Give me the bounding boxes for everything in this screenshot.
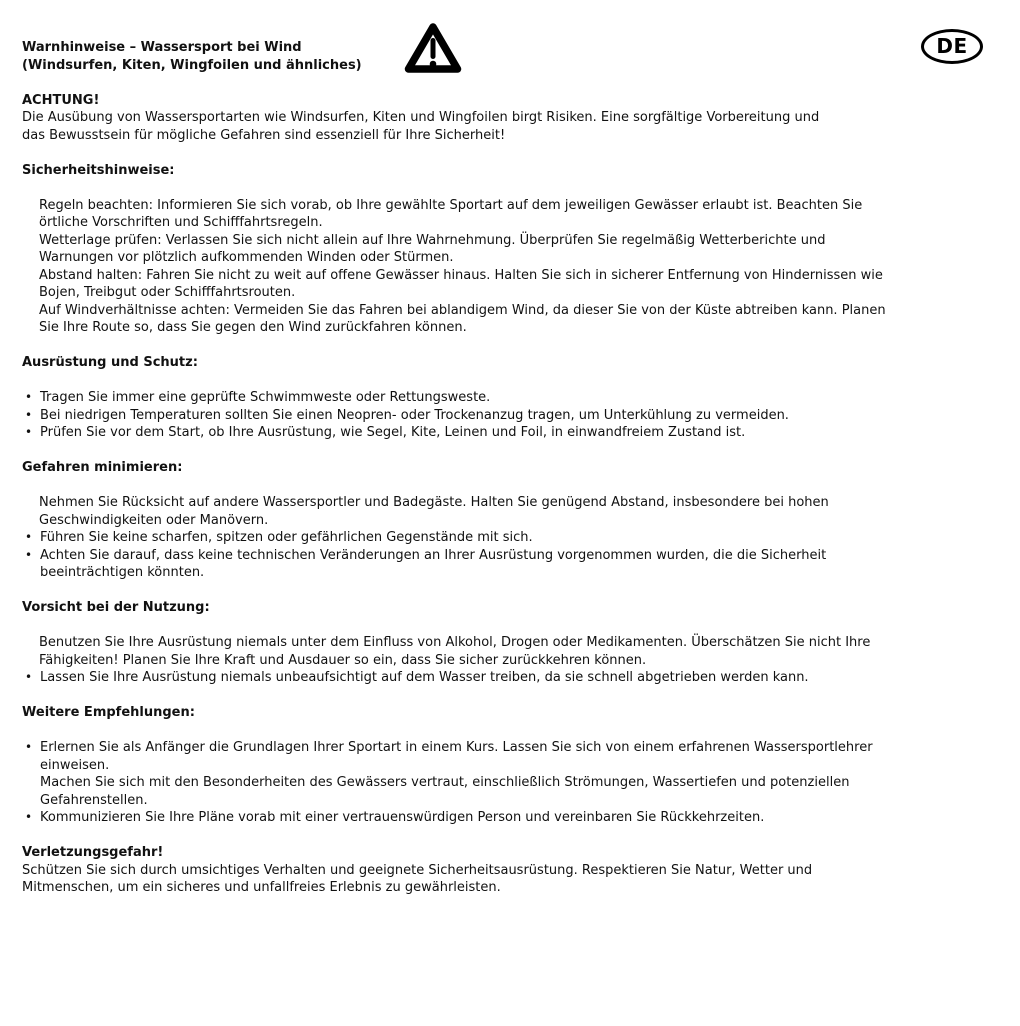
- section-sicherheitshinweise-body: [0, 197, 1020, 337]
- bullet-icon: •: [25, 740, 33, 754]
- paragraph-line: Benutzen Sie Ihre Ausrüstung niemals unter dem Einfluss von Alkohol, Drogen oder Medikamenten. Überschätzen Sie nicht Ihre: [39, 635, 871, 650]
- paragraph-line: Fähigkeiten! Planen Sie Ihre Kraft und Ausdauer so ein, dass Sie sicher zurückkehren können.: [39, 652, 647, 668]
- list-item-text: Tragen Sie immer eine geprüfte Schwimmweste oder Rettungsweste.: [40, 390, 491, 405]
- list-item-continuation: beeinträchtigen könnten.: [40, 565, 205, 580]
- section-heading: Sicherheitshinweise:: [22, 162, 175, 178]
- bullet-icon: •: [25, 407, 33, 422]
- list-item-continuation: Machen Sie sich mit den Besonderheiten des Gewässers vertraut, einschließlich Strömungen, Wassertiefen und potenziellen: [40, 775, 850, 790]
- language-badge-label: DE: [936, 33, 968, 58]
- page-title-line2: (Windsurfen, Kiten, Wingfoilen und ähnliches): [22, 57, 362, 73]
- section-ausruestung-heading: [0, 354, 1020, 372]
- language-badge: [921, 29, 983, 64]
- section-heading: Gefahren minimieren:: [22, 460, 183, 475]
- list-item: [0, 739, 1020, 757]
- paragraph-line: Mitmenschen, um ein sicheres und unfallfreies Erlebnis zu gewährleisten.: [22, 880, 501, 895]
- paragraph-line: Abstand halten: Fahren Sie nicht zu weit auf offene Gewässer hinaus. Halten Sie sich in sicherer Entfernung von Hindernissen wie: [39, 267, 883, 283]
- paragraph-line: Bojen, Treibgut oder Schifffahrtsrouten.: [39, 285, 296, 300]
- list-item-text: Bei niedrigen Temperaturen sollten Sie einen Neopren- oder Trockenanzug tragen, um Unterkühlung zu vermeiden.: [40, 407, 789, 423]
- paragraph-line: Regeln beachten: Informieren Sie sich vorab, ob Ihre gewählte Sportart auf dem jeweiligen Gewässer erlaubt ist. Beachten Sie: [39, 197, 863, 213]
- section-achtung: [0, 92, 1020, 145]
- section-ausruestung-list: [0, 389, 1020, 442]
- paragraph-line: Wetterlage prüfen: Verlassen Sie sich nicht allein auf Ihre Wahrnehmung. Überprüfen Sie regelmäßig Wetterberichte und: [39, 232, 826, 248]
- list-item: [0, 547, 1020, 565]
- section-heading: Verletzungsgefahr!: [22, 845, 164, 860]
- paragraph-line: Die Ausübung von Wassersportarten wie Windsurfen, Kiten und Wingfoilen birgt Risiken. Eine sorgfältige Vorbereitung und: [22, 110, 820, 125]
- section-empfehlungen-heading: [0, 704, 1020, 722]
- list-item: [0, 809, 1020, 827]
- bullet-icon: •: [25, 547, 33, 562]
- section-verletzungsgefahr: [0, 844, 1020, 897]
- list-item-text: Erlernen Sie als Anfänger die Grundlagen Ihrer Sportart in einem Kurs. Lassen Sie sich von einem erfahrenen Wassersportlehrer: [40, 740, 873, 755]
- section-vorsicht-heading: [0, 599, 1020, 617]
- section-heading: ACHTUNG!: [22, 92, 100, 108]
- bullet-icon: •: [25, 390, 33, 404]
- bullet-icon: •: [25, 530, 33, 544]
- paragraph-line: Schützen Sie sich durch umsichtiges Verhalten und geeignete Sicherheitsausrüstung. Respektieren Sie Natur, Wetter und: [22, 862, 813, 878]
- warning-triangle-icon: [404, 20, 462, 76]
- list-item: [0, 529, 1020, 547]
- paragraph-line: Warnungen vor plötzlich aufkommenden Winden oder Stürmen.: [39, 250, 454, 265]
- list-item-text: Führen Sie keine scharfen, spitzen oder gefährlichen Gegenstände mit sich.: [40, 530, 533, 545]
- paragraph-line: das Bewusstsein für mögliche Gefahren sind essenziell für Ihre Sicherheit!: [22, 127, 506, 143]
- section-empfehlungen-list: [0, 739, 1020, 827]
- list-item-continuation: Gefahrenstellen.: [40, 792, 148, 808]
- bullet-icon: •: [25, 670, 33, 684]
- list-item-text: Achten Sie darauf, dass keine technischen Veränderungen an Ihrer Ausrüstung vorgenommen wurden, die die Sicherheit: [40, 547, 827, 563]
- document-header: [0, 33, 1020, 74]
- section-vorsicht-body: [0, 634, 1020, 687]
- bullet-icon: •: [25, 810, 33, 824]
- bullet-icon: •: [25, 425, 33, 439]
- list-item: [0, 407, 1020, 425]
- list-item: [0, 389, 1020, 407]
- section-gefahren-heading: [0, 459, 1020, 477]
- list-item-continuation: einweisen.: [40, 757, 110, 773]
- list-item-text: Lassen Sie Ihre Ausrüstung niemals unbeaufsichtigt auf dem Wasser treiben, da sie schnell abgetrieben werden kann.: [40, 670, 809, 685]
- list-item: [0, 669, 1020, 687]
- paragraph-line: Auf Windverhältnisse achten: Vermeiden Sie das Fahren bei ablandigem Wind, da dieser Sie von der Küste abtreiben kann. Planen: [39, 302, 886, 318]
- paragraph-line: örtliche Vorschriften und Schifffahrtsregeln.: [39, 215, 323, 230]
- section-sicherheitshinweise-heading: [0, 162, 1020, 180]
- section-heading: Vorsicht bei der Nutzung:: [22, 600, 210, 615]
- section-gefahren-body: [0, 494, 1020, 582]
- list-item-text: Kommunizieren Sie Ihre Pläne vorab mit einer vertrauenswürdigen Person und vereinbaren Sie Rückkehrzeiten.: [40, 810, 765, 825]
- list-item: [0, 424, 1020, 442]
- paragraph-line: Nehmen Sie Rücksicht auf andere Wassersportler und Badegäste. Halten Sie genügend Abstand, insbesondere bei hohen: [39, 495, 829, 510]
- page-title-line1: Warnhinweise – Wassersport bei Wind: [22, 40, 302, 55]
- list-item-text: Prüfen Sie vor dem Start, ob Ihre Ausrüstung, wie Segel, Kite, Leinen und Foil, in einwandfreiem Zustand ist.: [40, 425, 746, 440]
- paragraph-line: Sie Ihre Route so, dass Sie gegen den Wind zurückfahren können.: [39, 320, 467, 335]
- section-heading: Ausrüstung und Schutz:: [22, 355, 198, 370]
- section-heading: Weitere Empfehlungen:: [22, 705, 195, 720]
- paragraph-line: Geschwindigkeiten oder Manövern.: [39, 512, 269, 528]
